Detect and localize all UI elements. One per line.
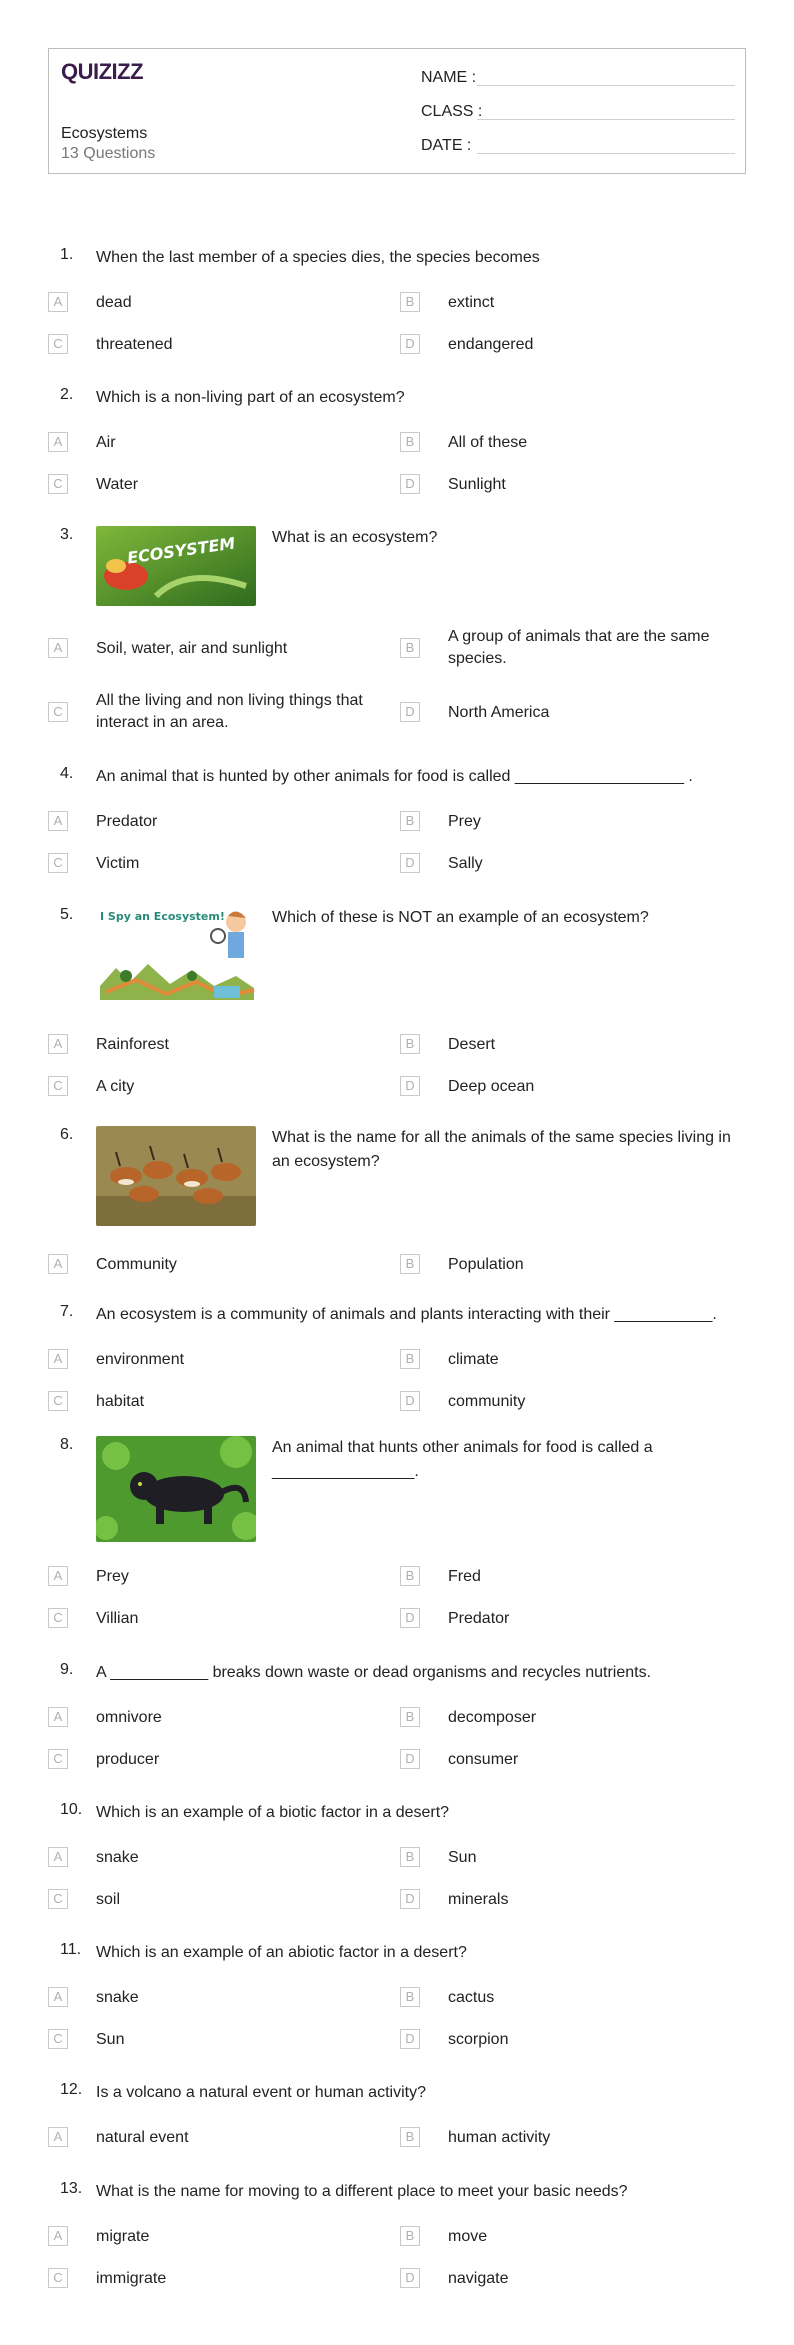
option-text: endangered <box>448 336 534 353</box>
question-number: 4. <box>60 765 74 782</box>
option-letter: C <box>48 1889 68 1909</box>
question-text: An ecosystem is a community of animals and plants interacting with their ___________. <box>96 1306 717 1323</box>
option-text: producer <box>96 1751 160 1768</box>
question-number: 6. <box>60 1126 74 1143</box>
option-letter: D <box>400 474 420 494</box>
name-label: NAME : <box>421 69 477 86</box>
option-text: human activity <box>448 2129 551 2146</box>
option-letter: A <box>48 1847 68 1867</box>
option-text: extinct <box>448 294 495 311</box>
option-text: Fred <box>448 1568 481 1585</box>
question-text: A ___________ breaks down waste or dead organisms and recycles nutrients. <box>96 1664 652 1681</box>
panther-image <box>96 1436 256 1542</box>
option-letter: C <box>48 334 68 354</box>
option-letter: A <box>48 432 68 452</box>
option-letter: A <box>48 1349 68 1369</box>
option-text: omnivore <box>96 1709 162 1726</box>
option-text: cactus <box>448 1989 495 2006</box>
question-text: Which is an example of a biotic factor in a desert? <box>96 1804 450 1821</box>
option-text: navigate <box>448 2270 509 2287</box>
worksheet-header <box>48 48 746 174</box>
option-letter: D <box>400 1608 420 1628</box>
option-text: minerals <box>448 1891 509 1908</box>
option-letter: A <box>48 811 68 831</box>
question-number: 10. <box>60 1801 83 1818</box>
option-letter: A <box>48 1034 68 1054</box>
option-letter: A <box>48 2127 68 2147</box>
option-text: Rainforest <box>96 1036 169 1053</box>
option-letter: B <box>400 1566 420 1586</box>
question-number: 2. <box>60 386 74 403</box>
option-letter: C <box>48 2268 68 2288</box>
option-letter: C <box>48 1608 68 1628</box>
option-letter: C <box>48 853 68 873</box>
option-text: Prey <box>448 813 481 830</box>
question-text: When the last member of a species dies, the species becomes <box>96 249 540 266</box>
question-number: 9. <box>60 1661 74 1678</box>
worksheet-title: Ecosystems <box>61 125 148 142</box>
question-number: 7. <box>60 1303 74 1320</box>
option-letter: C <box>48 474 68 494</box>
option-text: Sun <box>448 1849 477 1866</box>
option-text: Sally <box>448 855 483 872</box>
option-letter: B <box>400 2127 420 2147</box>
option-text: Community <box>96 1256 177 1273</box>
question-number: 13. <box>60 2180 83 2197</box>
option-text: dead <box>96 294 132 311</box>
class-line <box>477 119 735 120</box>
quizizz-logo: QUIZIZZ <box>61 59 144 84</box>
svg-text:I Spy an Ecosystem!: I Spy an Ecosystem! <box>100 910 225 923</box>
option-letter: A <box>48 638 68 658</box>
option-text: environment <box>96 1351 185 1368</box>
option-letter: B <box>400 2226 420 2246</box>
option-letter: B <box>400 1034 420 1054</box>
name-field[interactable] <box>421 69 476 87</box>
option-letter: B <box>400 1707 420 1727</box>
option-text: soil <box>96 1891 121 1908</box>
option-letter: D <box>400 1889 420 1909</box>
option-text: natural event <box>96 2129 189 2146</box>
question-text: What is the name for all the animals of the same species living in an ecosystem? <box>272 1129 731 1170</box>
option-letter: D <box>400 2029 420 2049</box>
ecosystem-image <box>96 526 256 606</box>
option-letter: A <box>48 1707 68 1727</box>
option-letter: B <box>400 1254 420 1274</box>
question-number: 1. <box>60 246 74 263</box>
option-text: habitat <box>96 1393 145 1410</box>
option-letter: D <box>400 1749 420 1769</box>
question-text: Which of these is NOT an example of an ecosystem? <box>272 909 649 926</box>
date-field[interactable] <box>421 137 471 155</box>
option-text: scorpion <box>448 2031 509 2048</box>
question-text: An animal that is hunted by other animals for food is called ___________________ . <box>96 768 693 785</box>
option-text: threatened <box>96 336 173 353</box>
date-label: DATE : <box>421 137 472 154</box>
option-text: Sunlight <box>448 476 506 493</box>
option-text: Population <box>448 1256 524 1273</box>
option-text: Villian <box>96 1610 139 1627</box>
option-letter: A <box>48 292 68 312</box>
svg-text:ECOSYSTEM: ECOSYSTEM <box>126 533 237 568</box>
option-text: Predator <box>448 1610 510 1627</box>
name-line <box>477 85 735 86</box>
question-text: Is a volcano a natural event or human activity? <box>96 2084 426 2101</box>
option-text: Deep ocean <box>448 1078 535 1095</box>
option-letter: C <box>48 1391 68 1411</box>
question-text: What is an ecosystem? <box>272 529 438 546</box>
option-text: climate <box>448 1351 499 1368</box>
question-number: 11. <box>60 1941 82 1958</box>
option-letter: D <box>400 334 420 354</box>
option-text: Desert <box>448 1036 496 1053</box>
option-text: All of these <box>448 434 528 451</box>
option-letter: A <box>48 1566 68 1586</box>
question-text: Which is an example of an abiotic factor in a desert? <box>96 1944 467 1961</box>
option-text: A group of animals that are the same species. <box>448 628 710 667</box>
option-letter: D <box>400 2268 420 2288</box>
question-text: Which is a non-living part of an ecosystem? <box>96 389 405 406</box>
option-text: Air <box>96 434 116 451</box>
option-letter: B <box>400 432 420 452</box>
option-text: A city <box>96 1078 135 1095</box>
class-field[interactable] <box>421 103 482 121</box>
option-letter: D <box>400 1076 420 1096</box>
option-text: North America <box>448 704 550 721</box>
option-letter: A <box>48 1987 68 2007</box>
question-number: 8. <box>60 1436 74 1453</box>
option-text: move <box>448 2228 488 2245</box>
option-text: Soil, water, air and sunlight <box>96 640 288 657</box>
option-letter: B <box>400 638 420 658</box>
option-text: All the living and non living things that interact in an area. <box>96 692 363 731</box>
i-spy-ecosystem-image <box>96 906 256 1008</box>
question-number: 3. <box>60 526 74 543</box>
option-text: Predator <box>96 813 158 830</box>
option-letter: B <box>400 1987 420 2007</box>
option-letter: D <box>400 853 420 873</box>
option-letter: B <box>400 1349 420 1369</box>
option-text: snake <box>96 1989 139 2006</box>
option-text: consumer <box>448 1751 519 1768</box>
option-text: Water <box>96 476 139 493</box>
option-text: snake <box>96 1849 139 1866</box>
option-letter: D <box>400 1391 420 1411</box>
option-text: community <box>448 1393 526 1410</box>
option-text: Sun <box>96 2031 125 2048</box>
option-letter: C <box>48 702 68 722</box>
question-text: An animal that hunts other animals for food is called a ________________. <box>272 1439 653 1480</box>
option-letter: C <box>48 2029 68 2049</box>
option-letter: C <box>48 1076 68 1096</box>
option-text: immigrate <box>96 2270 167 2287</box>
question-number: 12. <box>60 2081 83 2098</box>
option-letter: D <box>400 702 420 722</box>
antelope-herd-image <box>96 1126 256 1226</box>
option-letter: B <box>400 811 420 831</box>
option-letter: A <box>48 1254 68 1274</box>
option-text: Prey <box>96 1568 129 1585</box>
option-letter: A <box>48 2226 68 2246</box>
option-text: Victim <box>96 855 140 872</box>
class-label: CLASS : <box>421 103 483 120</box>
option-letter: C <box>48 1749 68 1769</box>
question-text: What is the name for moving to a different place to meet your basic needs? <box>96 2183 628 2200</box>
option-text: migrate <box>96 2228 150 2245</box>
option-letter: B <box>400 1847 420 1867</box>
option-letter: B <box>400 292 420 312</box>
date-line <box>477 153 735 154</box>
option-text: decomposer <box>448 1709 537 1726</box>
question-count: 13 Questions <box>61 145 156 162</box>
question-number: 5. <box>60 906 74 923</box>
